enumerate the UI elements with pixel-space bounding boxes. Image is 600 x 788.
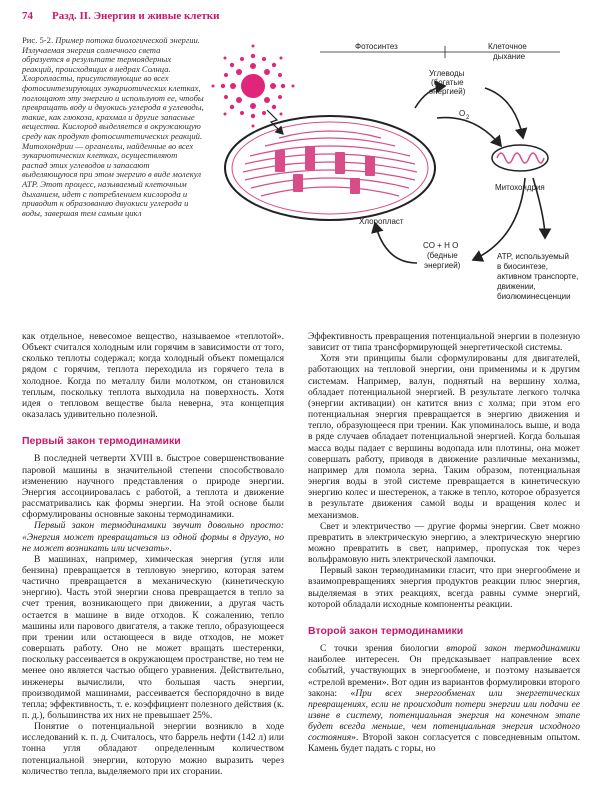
right-paragraph-1: Эффективность превращения потенциальной энергии в полезную зависит от типа трансформирующей энергетической системы. [308, 331, 580, 354]
sun-icon [212, 45, 295, 128]
left-paragraph-5: Понятие о потенциальной энергии возникло в ходе исследований к. п. д. Считалось, что баррель нефти (142 л) или тонна угля обладают определенным количеством потенциальной энергии, которую можно выразить через количество тепла, выделяемого при их сгорании. [22, 721, 284, 777]
label-oxygen-sub: 2 [466, 115, 470, 121]
label-co2-1: CO + H O [423, 241, 459, 250]
left-paragraph-1: как отдельное, невесомое вещество, называемое «теплотой». Объект считался холодным или горячим в зависимости от того, сколько теплоты содержал; когда холодный объект помещался рядом с горячим, теплота переходила из горячего тела в холодное. Когда по металлу били молотком, он становился теплым, поскольку теплота выходила на поверхность. Хотя идея о тепловом веществе была неверна, эта концепция оказалась удивительно полезной. [22, 331, 284, 421]
right-paragraph-5 [308, 643, 580, 755]
left-paragraph-4: В машинах, например, химическая энергия (угля или бензина) превращается в тепловую энергию, которая затем частично превращается в механическую (кинетическую энергию). Часть этой энергии снова превращается в тепло за счет трения, возникающего при движении, а другая часть остается в машине в виде отходов. К сожалению, тепло машины или парового двигателя, а также тепло, образующееся при трении или остающееся в виде отходов, не может совершать работу. Оно не может вращать шестеренки, поскольку рассеивается в окружающем пространстве, но тем не менее оно является частью общего уравнения. Действительно, инженеры вычислили, что большая часть энергии, производимой машинами, рассеивается беспорядочно в виде тепла; эффективность, т. е. коэффициент полезного действия (к. п. д.), большинства их них не превышает 25%. [22, 553, 284, 721]
label-atp-5: биолюминесценции [497, 292, 571, 301]
label-atp-4: движении, [497, 282, 536, 291]
arrow-to-chloroplast [375, 223, 417, 263]
heading-second-law: Второй закон термодинамики [308, 624, 464, 637]
figure-caption [22, 36, 204, 218]
second-law-term: второй закон термодинамики [446, 643, 580, 655]
label-atp-3: активном транспорте, [497, 272, 579, 281]
right-paragraph-3: Свет и электричество — другие формы энергии. Свет можно превратить в электрическую энергию, а электрическую энергию можно превратить в свет, например, пропуская ток через вольфрамовую нить электрической лампочки. [308, 520, 580, 566]
chloroplast-icon [225, 116, 435, 220]
label-mitochondrion: Митохондрия [495, 183, 545, 192]
right-paragraph-4: Первый закон термодинамики гласит, что при энергообмене и взаимопревращениях энергия продуктов реакции плюс энергия, выделяемая в этих реакциях, всегда равны сумме энергий, которой обладали исходные компоненты реакции. [308, 565, 580, 610]
label-carbs-2: (богатые [431, 78, 464, 87]
second-law-tail: ». Второй закон согласуется с повседневным опытом. Камень будет падать с горы, но [308, 732, 580, 755]
left-paragraph-2: В последней четверти XVIII в. быстрое совершенствование паровой машины в значительной степени способствовало изменению научного представления о природе энергии. Энергия ассоциировалась с работой, а теплота и движение рассматривались как формы энергии. На этой основе были сформулированы основные законы термодинамики. [22, 453, 284, 521]
mitochondrion-icon [492, 145, 548, 171]
second-law-intro: С точки зрения биологии [320, 643, 447, 655]
page-number: 74 [22, 10, 33, 22]
label-carbs-1: Углеводы [429, 69, 465, 78]
arrow-to-mitochondrion [485, 88, 523, 138]
second-law-statement: При всех энергообменах или энергетических превращениях, если не происходит потери энергии или подачи ее извне в систему, потенциальная энергия на конечном этапе будет всегда меньше, чем потенциальная энергия исходного состояния [308, 687, 580, 744]
label-atp-1: ATP, используемый [497, 252, 569, 261]
arrow-oxygen [437, 118, 501, 146]
right-column [308, 331, 580, 755]
label-carbs-3: энергией) [429, 87, 466, 96]
label-photosynthesis: Фотосинтез [355, 42, 398, 51]
running-title: Разд. II. Энергия и живые клетки [52, 10, 220, 22]
label-chloroplast: Хлоропласт [359, 217, 404, 226]
label-atp-2: в биосинтезе, [497, 262, 548, 271]
label-co2-3: энергией) [424, 261, 461, 270]
left-column [22, 331, 284, 777]
label-respiration-2: дыхание [493, 52, 526, 61]
caption-label: Рис. 5-2. [22, 35, 54, 45]
caption-text: Пример потока биологической энергии. Излучаемая энергия солнечного света образуется в результате термоядерных реакций, происходящих в недрах Солнца. Хлоропласты, присутствующие во всех фотосинтезирующих эукариотических клетках, поглощают эту энергию и используют ее, чтобы превращать воду и двуокись углерода в углеводы, такие, как глюкоза, крахмал и другие запасные вещества. Кислород выделяется в окружающую среду как продукт фотосинтетических реакций. Митохондрии — органеллы, найденные во всех эукариотических клетках, осуществляют распад этих углеводов и запасают выделяющуюся при этом энергию в виде молекул АТР. Этот процесс, называемый клеточным дыханием, идет с потреблением кислорода и приводит к образованию двуокиси углерода и воды, завершая тем самым цикл [22, 35, 204, 218]
label-respiration-1: Клеточное [488, 42, 527, 51]
label-oxygen: O [459, 109, 466, 118]
right-paragraph-2: Хотя эти принципы были сформулированы для двигателей, работающих на тепловой энергии, они применимы и к другим системам. Например, валун, поднятый на вершину холма, обладает потенциальной энергией. В результате легкого толчка (энергии активации) он катится вниз с холма; при этом его потенциальная энергия превращается в энергию движения и тепло, образующееся при трении. Как упоминалось выше, и вода в ряде случаев обладает потенциальной энергией. Когда большая масса воды падает с вершины водопада или плотины, она может совершать работу, приводя в движение различные механизмы, например для помола зерна. Таким образом, потенциальная энергия воды в этой системе превращается в кинетическую энергию колес и шестеренок, а также в тепло, которое образуется в результате движения самой воды и вращения колес и механизмов. [308, 353, 580, 521]
label-co2-2: (бедные [427, 251, 458, 260]
energy-flow-diagram [205, 38, 585, 328]
heading-first-law: Первый закон термодинамики [22, 435, 181, 448]
left-paragraph-3 [22, 520, 284, 553]
second-law-context: наиболее интересен. Он предсказывает направление всех событий, участвующих в энергообмене, и поэтому называется «стрелой времени». Вот один из вариантов формулировки второго закона: « [308, 654, 580, 699]
first-law-statement: звучит довольно просто: «Энергия может превращаться из одной формы в другую, но не может возникать или исчезать». [22, 520, 284, 554]
first-law-term: Первый закон термодинамики [34, 520, 167, 532]
